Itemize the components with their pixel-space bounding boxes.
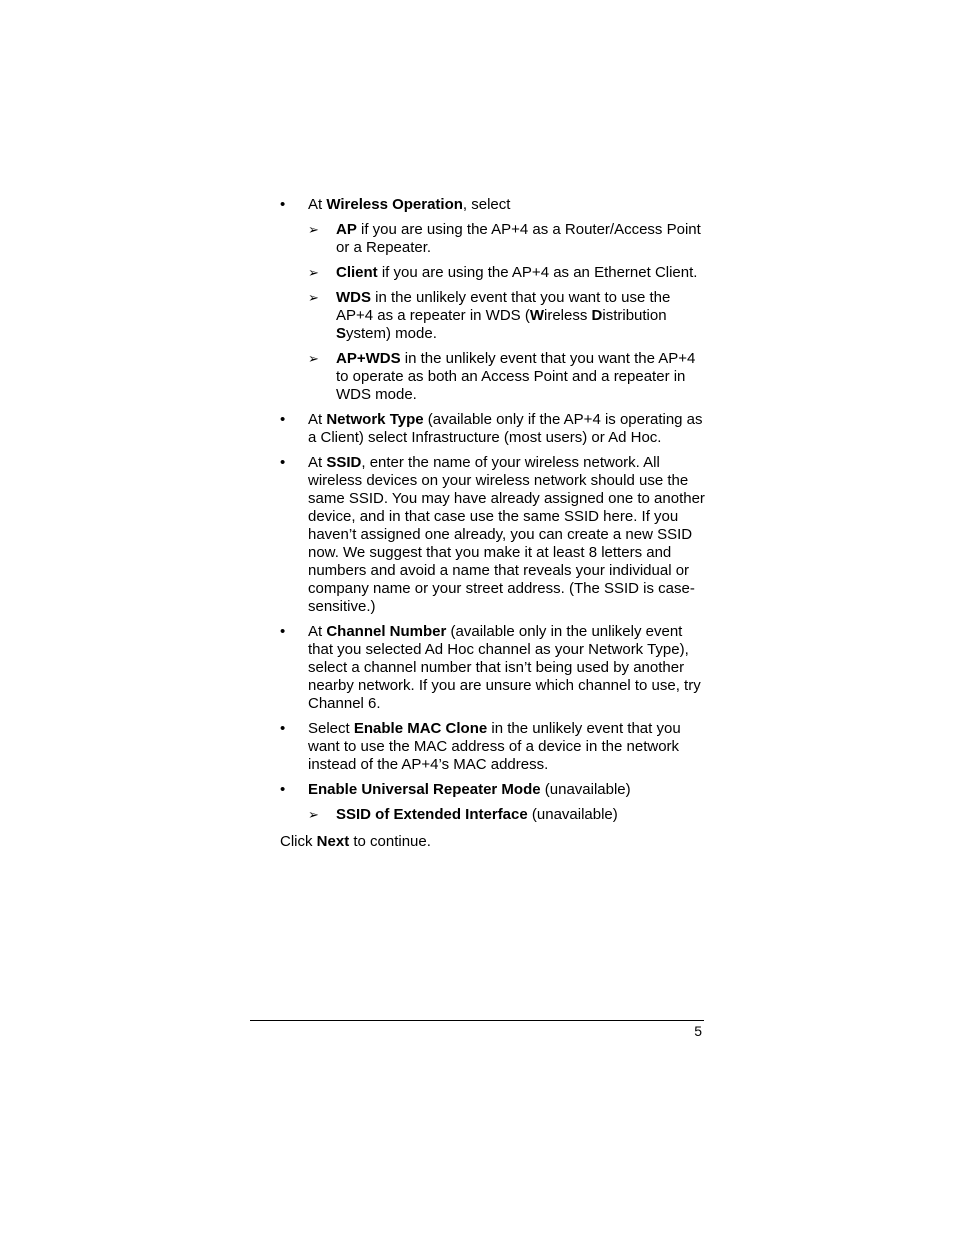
closing-bold: Next <box>316 833 350 850</box>
closing-instruction <box>280 833 710 851</box>
list-item-universal-repeater <box>280 781 710 824</box>
subitem-ap-wds <box>308 350 710 404</box>
acronym-rest: ystem) mode. <box>346 325 437 342</box>
list-item-mac-clone <box>280 720 710 774</box>
acronym-letter: S <box>336 325 347 342</box>
subitem-text: in the unlikely event that you want the AP+4 to operate as both an Access Point and a repeater in WDS mode. <box>336 350 696 403</box>
item-text: (available only if the AP+4 is operating as a Client) select Infrastructure (most users) or Ad Hoc. <box>308 411 703 446</box>
closing-text: to continue. <box>349 833 431 850</box>
bullet-icon: • <box>280 196 286 213</box>
item-bold: Enable MAC Clone <box>353 720 488 737</box>
subitem-client <box>308 264 710 282</box>
arrow-bullet-icon: ➢ <box>308 807 319 822</box>
arrow-bullet-icon: ➢ <box>308 222 319 237</box>
subitem-bold: AP <box>336 221 357 238</box>
subitem-text: if you are using the AP+4 as a Router/Access Point or a Repeater. <box>336 221 701 256</box>
subitem-bold: AP+WDS <box>336 350 401 367</box>
acronym-letter: D <box>591 307 603 324</box>
item-text: (unavailable) <box>540 781 631 798</box>
bullet-icon: • <box>280 623 286 640</box>
item-bold: Wireless Operation <box>326 196 463 213</box>
bullet-icon: • <box>280 781 286 798</box>
item-text: (available only in the unlikely event that you selected Ad Hoc channel as your Network Type), select a channel number that isn’t being used by another nearby network. If you are unsure which channel to use, try Channel 6. <box>308 623 701 712</box>
arrow-bullet-icon: ➢ <box>308 290 319 305</box>
item-prefix: At <box>308 411 327 428</box>
bullet-icon: • <box>280 411 286 428</box>
list-item-wireless-operation <box>280 196 710 404</box>
subitem-bold: WDS <box>336 289 371 306</box>
item-text: in the unlikely event that you want to use the MAC address of a device in the network instead of the AP+4’s MAC address. <box>308 720 681 773</box>
item-bold: Network Type <box>326 411 424 428</box>
acronym-letter: W <box>529 307 545 324</box>
list-item-ssid <box>280 454 710 616</box>
item-prefix: At <box>308 454 327 471</box>
instruction-list <box>280 196 710 851</box>
list-item-channel-number <box>280 623 710 713</box>
subitem-ap <box>308 221 710 257</box>
item-bold: SSID <box>326 454 362 471</box>
item-prefix: At <box>308 623 327 640</box>
item-text: , enter the name of your wireless network. All wireless devices on your wireless network should use the same SSID. You may have already assigned one to another device, and in that case use the same SSID here. If you haven’t assigned one already, you can create a new SSID now. We suggest that you make it at least 8 letters and numbers and avoid a name that reveals your individual or company name or your street address. (The SSID is case-sensitive.) <box>308 454 705 615</box>
subitem-bold: SSID of Extended Interface <box>336 806 528 823</box>
list-item-network-type <box>280 411 710 447</box>
arrow-bullet-icon: ➢ <box>308 351 319 366</box>
item-text: , select <box>462 196 511 213</box>
item-bold: Enable Universal Repeater Mode <box>308 781 541 798</box>
bullet-icon: • <box>280 720 286 737</box>
page-number: 5 <box>694 1023 702 1039</box>
subitem-text: in the unlikely event that you want to use the AP+4 as a repeater in WDS ( <box>336 289 671 324</box>
footer-divider <box>250 1020 704 1021</box>
arrow-bullet-icon: ➢ <box>308 265 319 280</box>
item-prefix: At <box>308 196 327 213</box>
subitem-wds <box>308 289 710 343</box>
acronym-rest: ireless <box>544 307 592 324</box>
acronym-rest: istribution <box>602 307 667 324</box>
bullet-icon: • <box>280 454 286 471</box>
subitem-text: if you are using the AP+4 as an Ethernet Client. <box>377 264 698 281</box>
item-bold: Channel Number <box>326 623 447 640</box>
subitem-bold: Client <box>336 264 378 281</box>
item-prefix: Select <box>308 720 354 737</box>
subitem-extended-interface <box>308 806 710 824</box>
closing-prefix: Click <box>280 833 317 850</box>
subitem-text: (unavailable) <box>527 806 618 823</box>
